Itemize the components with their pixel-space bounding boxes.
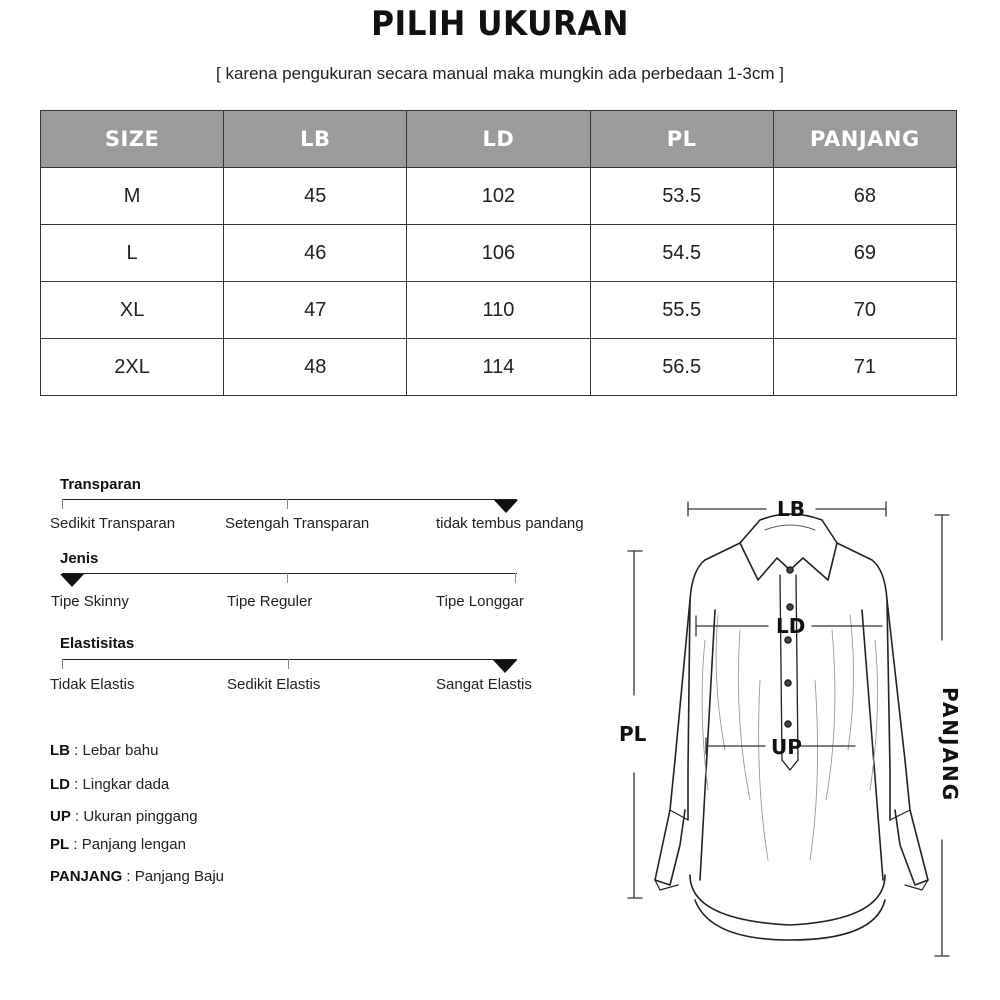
legend-abbr: LD [50,776,70,793]
column-header-pl: PL [590,111,773,168]
legend-item [50,808,198,825]
cell-lb: 48 [224,339,407,396]
scale-tick [62,499,63,509]
column-header-ld: LD [407,111,590,168]
measurement-note: [ karena pengukuran secara manual maka mungkin ada perbedaan 1-3cm ] [216,64,784,83]
cell-size: XL [41,282,224,339]
selected-marker-icon [60,574,84,587]
cell-ld: 106 [407,225,590,282]
legend-desc: Panjang Baju [134,868,224,885]
scale-line [62,573,517,574]
diagram-label-panjang: PANJANG [938,687,962,803]
scale-option: Sedikit Elastis [227,676,321,693]
cell-lb: 45 [224,168,407,225]
cell-ld: 110 [407,282,590,339]
scale-option: Tipe Reguler [227,593,313,610]
legend-abbr: PANJANG [50,868,123,885]
diagram-label-lb: LB [777,497,805,521]
scale-title: Transparan [60,476,141,493]
diagram-label-ld: LD [776,614,806,638]
cell-panjang: 70 [773,282,956,339]
elasticity-scale [50,634,610,704]
column-header-lb: LB [224,111,407,168]
legend-sep: : [69,836,82,853]
table-row [41,282,957,339]
shirt-measurement-diagram [600,480,980,970]
legend-desc: Ukuran pinggang [83,808,198,825]
legend-abbr: LB [50,742,70,759]
shirt-illustration-icon [600,480,980,970]
scale-line [62,659,517,660]
scale-option: Tipe Longgar [436,593,524,610]
scale-tick [515,573,516,583]
legend-desc: Lingkar dada [82,776,170,793]
legend-item [50,776,169,793]
legend-sep: : [70,808,84,825]
scale-title: Jenis [60,550,99,567]
cell-panjang: 69 [773,225,956,282]
selected-marker-icon [493,660,517,673]
legend-sep: : [70,776,83,793]
scale-option: Tidak Elastis [50,676,135,693]
cell-lb: 46 [224,225,407,282]
scale-option: tidak tembus pandang [436,515,584,532]
legend-desc: Panjang lengan [81,836,186,853]
table-header-row [41,111,957,168]
legend-desc: Lebar bahu [82,742,159,759]
cell-panjang: 68 [773,168,956,225]
table-row [41,168,957,225]
scale-tick [287,499,288,509]
cell-pl: 54.5 [590,225,773,282]
cell-size: M [41,168,224,225]
cell-ld: 102 [407,168,590,225]
cell-pl: 55.5 [590,282,773,339]
scale-option: Sangat Elastis [436,676,532,693]
selected-marker-icon [494,500,518,513]
table-row [41,225,957,282]
fit-type-scale [50,549,610,619]
cell-lb: 47 [224,282,407,339]
legend-item [50,742,158,759]
diagram-label-up: UP [771,735,802,759]
scale-tick [288,659,289,669]
column-header-panjang: PANJANG [773,111,956,168]
legend-item [50,868,224,885]
table-row [41,339,957,396]
legend-abbr: PL [50,836,70,853]
scale-option: Sedikit Transparan [50,515,176,532]
scale-option: Tipe Skinny [51,593,129,610]
cell-ld: 114 [407,339,590,396]
scale-tick [62,659,63,669]
legend-sep: : [122,868,135,885]
scale-line [62,499,517,500]
diagram-label-pl: PL [619,722,647,746]
transparency-scale [50,475,610,545]
scale-option: Setengah Transparan [225,515,370,532]
legend-sep: : [70,742,83,759]
cell-pl: 53.5 [590,168,773,225]
cell-size: 2XL [41,339,224,396]
cell-size: L [41,225,224,282]
column-header-size: SIZE [41,111,224,168]
scale-tick [287,573,288,583]
scale-title: Elastisitas [60,635,135,652]
cell-pl: 56.5 [590,339,773,396]
legend-item [50,836,186,853]
page-title: PILIH UKURAN [371,4,629,44]
legend-abbr: UP [50,808,71,825]
size-table [40,110,957,396]
cell-panjang: 71 [773,339,956,396]
